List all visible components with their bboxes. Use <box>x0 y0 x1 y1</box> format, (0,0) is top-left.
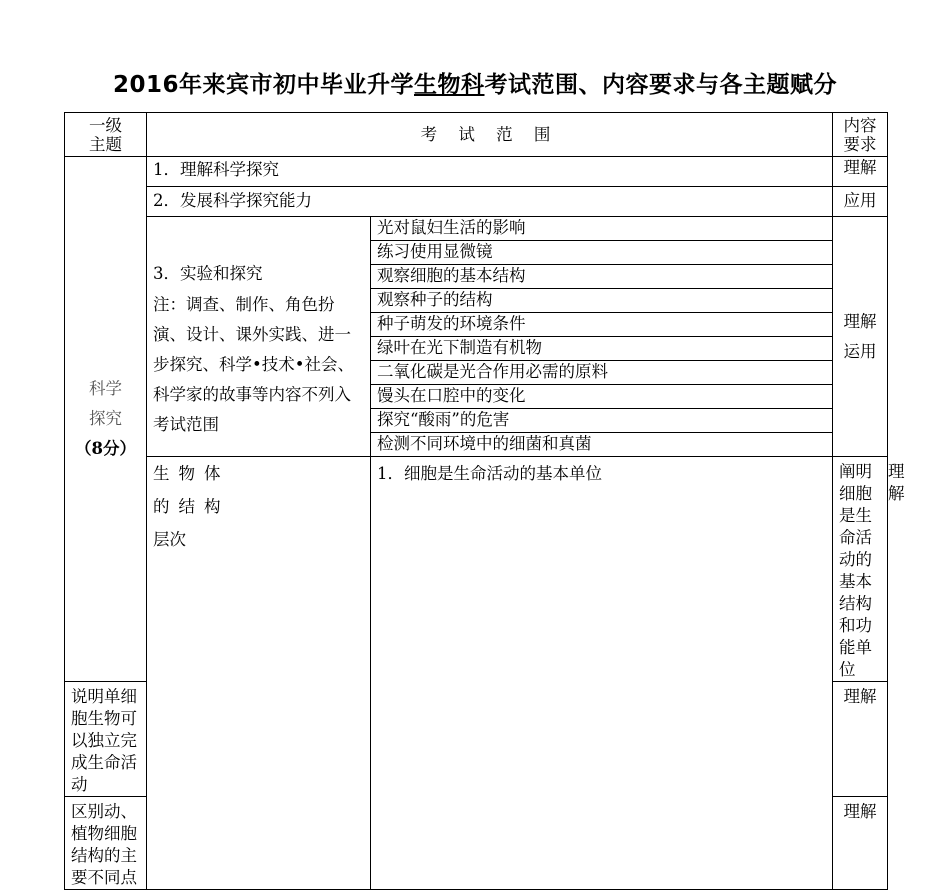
experiment-item: 绿叶在光下制造有机物 <box>371 337 833 361</box>
page-title <box>0 66 950 99</box>
section1-topic3-req <box>833 217 888 457</box>
section1-topic3-req-line2: 运用 <box>843 341 877 361</box>
experiment-item: 光对鼠妇生活的影响 <box>371 217 833 241</box>
experiment-item: 练习使用显微镜 <box>371 241 833 265</box>
section1-item2-req: 应用 <box>833 187 888 217</box>
syllabus-table <box>64 112 905 890</box>
table-header-row <box>65 113 888 157</box>
section1-topic-cell <box>65 157 147 682</box>
experiment-item: 探究“酸雨”的危害 <box>371 409 833 433</box>
table-row: 生物体 的结构 层次 1．细胞是生命活动的基本单位 阐明细胞是生命活动的基本结构和功能单位 理解 <box>65 457 888 682</box>
title-suffix: 考试范围、内容要求与各主题赋分 <box>484 72 837 98</box>
title-prefix: 2016年来宾市初中毕业升学 <box>112 72 414 98</box>
section2-name-line3: 层次 <box>153 530 186 549</box>
header-col1-line2: 主题 <box>89 134 122 154</box>
section1-item1: 1．理解科学探究 <box>147 157 833 187</box>
section2-topic1: 1．细胞是生命活动的基本单位 <box>371 457 833 890</box>
header-col1-line1: 一级 <box>89 115 122 135</box>
experiment-item: 观察种子的结构 <box>371 289 833 313</box>
section1-name-line1: 科学 <box>89 379 122 398</box>
header-requirement <box>833 113 888 157</box>
section2-name-line2: 的结构 <box>153 497 230 516</box>
experiment-item: 观察细胞的基本结构 <box>371 265 833 289</box>
section1-topic3-label: 3．实验和探究 <box>153 264 263 283</box>
header-exam-scope: 考 试 范 围 <box>147 113 833 157</box>
table-row <box>65 157 888 187</box>
header-col3-line2: 要求 <box>843 134 877 154</box>
section2-item: 阐明细胞是生命活动的基本结构和功能单位 <box>833 457 888 682</box>
section1-item1-req: 理解 <box>833 157 888 187</box>
section1-item2: 2．发展科学探究能力 <box>147 187 833 217</box>
section1-name-line2: 探究 <box>89 409 122 428</box>
section2-item-req: 理解 <box>833 682 888 797</box>
section2-item: 说明单细胞生物可以独立完成生命活动 <box>65 682 147 797</box>
section2-item-req: 理解 <box>833 797 888 890</box>
experiment-item: 检测不同环境中的细菌和真菌 <box>371 433 833 457</box>
experiment-item: 二氧化碳是光合作用必需的原料 <box>371 361 833 385</box>
experiment-item: 种子萌发的环境条件 <box>371 313 833 337</box>
section2-item: 区别动、植物细胞结构的主要不同点 <box>65 797 147 890</box>
experiment-item: 馒头在口腔中的变化 <box>371 385 833 409</box>
table-row <box>65 187 888 217</box>
header-level1-topic <box>65 113 147 157</box>
table-row <box>65 217 888 241</box>
section1-topic3-cell <box>147 217 371 457</box>
section1-topic3-req-line1: 理解 <box>843 311 877 331</box>
section2-topic-cell <box>147 457 371 890</box>
section2-name-line1: 生物体 <box>153 464 230 483</box>
title-subject: 生物科 <box>414 72 485 98</box>
section1-points: （8分） <box>75 439 136 458</box>
section1-topic3-note: 注：调查、制作、角色扮演、设计、课外实践、进一步探究、科学•技术•社会、科学家的故事等内容不列入考试范围 <box>153 295 354 434</box>
header-col3-line1: 内容 <box>843 115 877 135</box>
